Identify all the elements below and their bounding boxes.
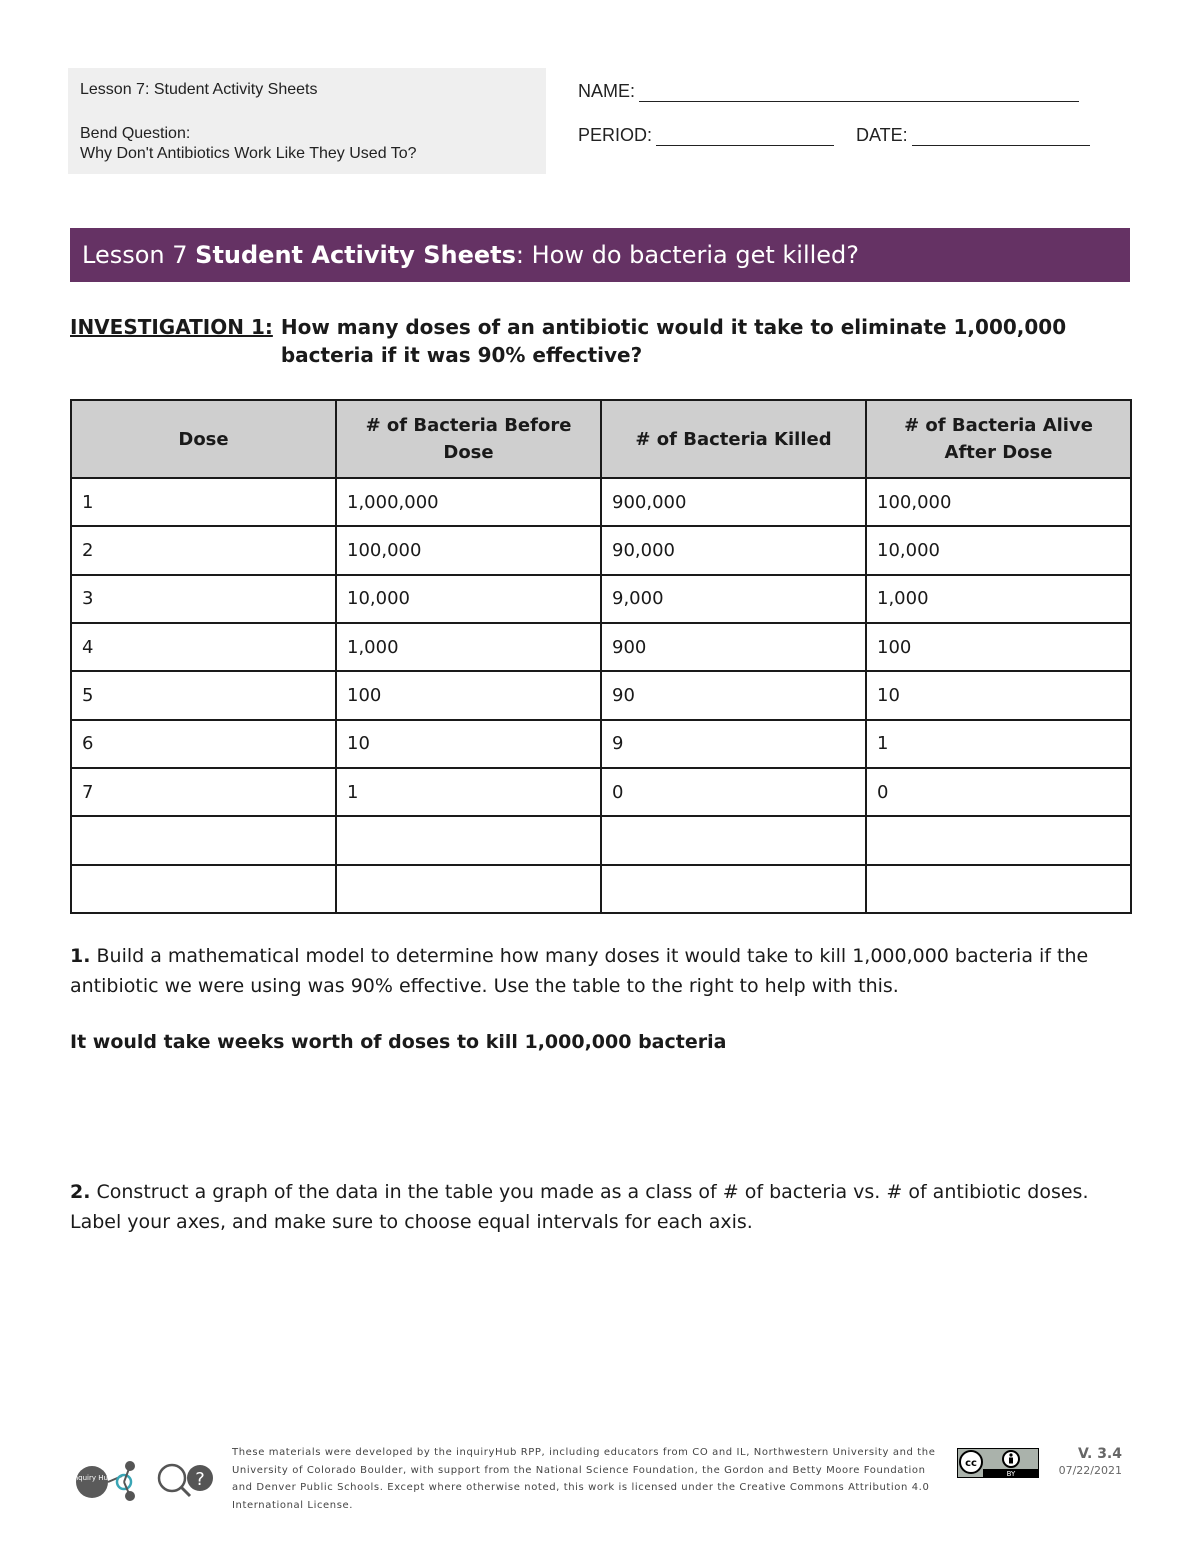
table-row [71, 671, 1131, 719]
table-cell: 10 [866, 671, 1131, 719]
table-cell: 90 [601, 671, 866, 719]
bacteria-dose-table [70, 399, 1132, 914]
lesson-header-box [68, 68, 546, 174]
table-cell: 1,000,000 [336, 478, 601, 526]
cc-label: cc [965, 1458, 977, 1469]
footer-logos [74, 1456, 214, 1504]
table-cell: 9 [601, 720, 866, 768]
date-field[interactable] [912, 128, 1090, 146]
column-header: Dose [71, 400, 336, 478]
table-cell: 0 [601, 768, 866, 816]
banner-suffix: : How do bacteria get killed? [515, 241, 860, 269]
table-cell: 6 [71, 720, 336, 768]
table-cell: 1 [336, 768, 601, 816]
lesson-label: Lesson 7: Student Activity Sheets [80, 81, 318, 98]
table-cell: 900,000 [601, 478, 866, 526]
table-cell: 0 [866, 768, 1131, 816]
table-cell[interactable] [71, 865, 336, 913]
table-header-row [71, 400, 1131, 478]
table-row [71, 526, 1131, 574]
table-cell: 1,000 [866, 575, 1131, 623]
bend-label: Bend Question: [80, 125, 191, 142]
student-fields [578, 80, 1098, 146]
table-cell[interactable] [866, 816, 1131, 864]
banner-prefix: Lesson 7 [82, 241, 196, 269]
table-cell: 3 [71, 575, 336, 623]
cc-by-badge [957, 1448, 1039, 1478]
period-field[interactable] [656, 128, 834, 146]
table-cell[interactable] [336, 816, 601, 864]
date-label: DATE: [856, 125, 908, 145]
by-label: BY [1006, 1470, 1016, 1478]
question-2-number: 2. [70, 1181, 91, 1203]
table-cell: 5 [71, 671, 336, 719]
table-cell[interactable] [71, 816, 336, 864]
period-date-row [578, 124, 1098, 146]
table-row [71, 623, 1131, 671]
table-cell: 1 [866, 720, 1131, 768]
column-header: # of Bacteria Alive After Dose [866, 400, 1131, 478]
table-cell[interactable] [601, 865, 866, 913]
table-cell: 10,000 [866, 526, 1131, 574]
table-row [71, 865, 1131, 913]
footer-text: These materials were developed by the inquiryHub RPP, including educators from CO and IL, Northwestern University and the University of Colorado Boulder, with support from the National Science Foundation, the Gordon and Betty Moore Foundation and Denver Public Schools. Except where otherwise noted, this work is licensed under the Creative Commons Attribution 4.0 International License. [232, 1447, 936, 1511]
table-cell[interactable] [601, 816, 866, 864]
period-label: PERIOD: [578, 125, 653, 145]
version-date: 07/22/2021 [1058, 1464, 1122, 1477]
name-row [578, 80, 1098, 102]
table-row [71, 816, 1131, 864]
answer-1: It would take weeks worth of doses to kill 1,000,000 bacteria [70, 1031, 727, 1053]
version-number: V. 3.4 [1077, 1446, 1122, 1462]
investigation-question: How many doses of an antibiotic would it take to eliminate 1,000,000 bacteria if it was 90% effective? [280, 315, 1067, 367]
table-row [71, 575, 1131, 623]
question-mark: ? [195, 1469, 205, 1490]
table-cell: 100 [866, 623, 1131, 671]
question-1-number: 1. [70, 945, 91, 967]
logo-text: Inquiry Hub [74, 1474, 113, 1482]
table-cell: 1 [71, 478, 336, 526]
table-row [71, 768, 1131, 816]
table-cell: 9,000 [601, 575, 866, 623]
table-row [71, 478, 1131, 526]
investigation-heading [70, 313, 1130, 369]
question-1-text: Build a mathematical model to determine how many doses it would take to kill 1,000,000 bacteria if the antibiotic we were using was 90% effective. Use the table to the right to help with this. [70, 945, 1089, 997]
column-header: # of Bacteria Killed [601, 400, 866, 478]
table-cell: 100 [336, 671, 601, 719]
inquiry-hub-logo [74, 1456, 214, 1504]
table-cell: 100,000 [866, 478, 1131, 526]
bend-question: Why Don't Antibiotics Work Like They Used To? [80, 145, 417, 162]
table-cell[interactable] [866, 865, 1131, 913]
name-label: NAME: [578, 81, 636, 101]
version-block [1040, 1446, 1122, 1477]
table-cell: 2 [71, 526, 336, 574]
banner-bold: Student Activity Sheets [195, 241, 516, 269]
title-banner [70, 228, 1130, 282]
name-field[interactable] [639, 84, 1079, 102]
question-2-text: Construct a graph of the data in the table you made as a class of # of bacteria vs. # of antibiotic doses. Label your axes, and make sure to choose equal intervals for each axis. [70, 1181, 1089, 1233]
table-cell: 10,000 [336, 575, 601, 623]
table-cell: 90,000 [601, 526, 866, 574]
table-cell: 100,000 [336, 526, 601, 574]
table-row [71, 720, 1131, 768]
table-cell: 900 [601, 623, 866, 671]
table-cell: 4 [71, 623, 336, 671]
table-cell: 7 [71, 768, 336, 816]
investigation-label: INVESTIGATION 1: [70, 315, 273, 339]
table-cell[interactable] [336, 865, 601, 913]
column-header: # of Bacteria Before Dose [336, 400, 601, 478]
question-2 [70, 1177, 1140, 1237]
table-cell: 1,000 [336, 623, 601, 671]
question-1 [70, 941, 1140, 1001]
table-cell: 10 [336, 720, 601, 768]
